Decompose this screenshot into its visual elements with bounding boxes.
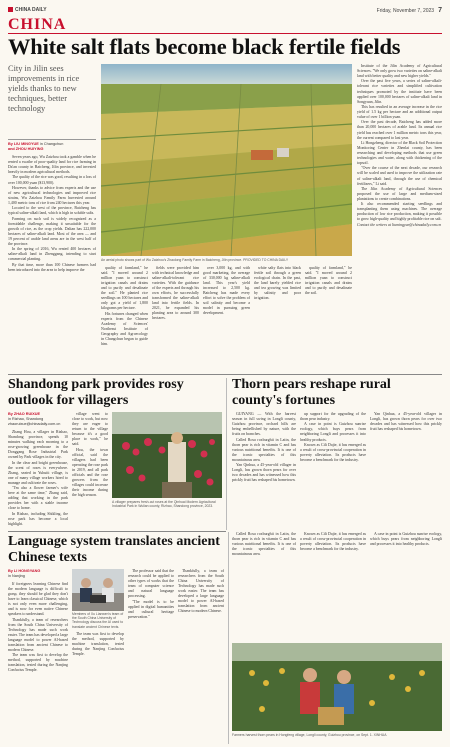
- story4-photo-caption: Members of Xu Lianwen's team of the South China University of Technology discuss the AI used to translate ancient Chinese texts.: [72, 612, 124, 629]
- paragraph: quality of farmland," he said. "I moved around 2 million yuan to construct irrigation canals and drains and to purify and desalinate the soil.: [305, 266, 352, 296]
- lead-col-6: [305, 266, 352, 370]
- paragraph: Thankfully, a team of researchers from the South China University of Technology has made such work easier. The team has developed a large language model to power AI-based translation from ancient Chinese to modern Chinese.: [8, 617, 68, 652]
- story2-col-2: [72, 412, 108, 528]
- paragraph: The quality of the rice was good, resulting in a loss of over 100,000 yuan ($13,900).: [8, 175, 96, 185]
- masthead: [8, 5, 442, 15]
- lead-photo-caption: An aerial photo shows part of Wu Zaizhou's Zhaolong Family Farm in Baicheng, Jilin province. PROVIDED TO CHINA DAILY: [101, 258, 289, 262]
- research-team-illustration: [72, 569, 124, 611]
- section-bar: [8, 16, 442, 34]
- lead-col-1: [8, 155, 96, 371]
- paragraph: Over the past decade, Baicheng has added more than 20,000 hectares of arable land. Its annual rice yield has reached over 1 million metric tons this year, the current compared to last year.: [357, 120, 442, 140]
- story3-headline: Thorn pears reshape rural county's fortunes: [232, 377, 391, 408]
- paragraph: quality of farmland," he said. "I moved around 2 million yuan to construct irrigation canals and drains and to purify and desalinate the soil." He planted rice seedlings on 100 hectares and only got a yield of 1,800 kilograms per hectare.: [101, 266, 148, 311]
- lead-col-3: [152, 266, 199, 370]
- china-daily-logo-icon: [8, 7, 13, 12]
- paragraph: Thankfully, a team of researchers from the South China University of Technology has made such work easier. The team has developed a large language model to power AI-based translation from ancient Chinese to modern Chinese.: [178, 569, 224, 614]
- paragraph: up support for the upgrading of the thorn pear industry.: [300, 412, 366, 422]
- paragraph: Over the past five years, a series of saline-alkali-tolerant rice varieties and simplified cultivation techniques promoted by the institute have been applied over 100,000 hectares of saline-alkali land in Songyuan, Jilin.: [357, 79, 442, 104]
- paragraph: "I'm also a flower farmer's wife here at the same time," Zhang said, adding that working in the park provides her with a stable income close to home.: [8, 486, 68, 511]
- date-and-page: Friday, November 7, 2023 7: [376, 7, 442, 14]
- lead-headline: White salt flats become black fertile fields: [8, 34, 401, 59]
- story4-photo-team: [72, 569, 124, 611]
- paragraph: By that time, more than 100 Chinese farmers had been introduced into the area to help improve the: [8, 262, 96, 272]
- paragraph: Institute of the Jilin Academy of Agricultural Sciences. "We only grow two varieties on saline-alkali land with better quality and new higher yields.": [357, 64, 442, 79]
- paragraph: GUIYANG — With the harvest season in full swing in Longli county, Guizhou province, orchard hills are being embellished by nature, with the fruits on branches.: [232, 412, 296, 437]
- paragraph: Hou, the town official, said the villagers had been operating the rose park in 2019, and all park officials and the rose growers from the villages could increase their income during the high season.: [72, 447, 108, 498]
- story2-headline: Shandong park provides rosy outlook for villagers: [8, 377, 184, 408]
- lead-col-4: [203, 266, 250, 370]
- paragraph: The professor said that the research could be applied to other types of works that the team of computer science and natural language processing.: [128, 569, 174, 599]
- rose-greenhouse-illustration: [112, 412, 222, 498]
- lead-photo-rice-fields: [101, 64, 352, 256]
- lead-col-2: [101, 266, 148, 370]
- story3-col-6: [370, 532, 442, 640]
- paragraph: Zhang Hou, a villager in Rizhao, Shandong province, spends 10 minutes walking each morning to a rose-growing greenhouse in the Donggang Rose Industrial Park owned by Park villages in the city.: [8, 430, 68, 460]
- paragraph: Called Rosa roxburghii in Latin, the thorn pear is rich in vitamin C and has various nutritional benefits. It is one of the iconic specialties of this mountainous area.: [232, 437, 296, 462]
- paper-name: CHINA DAILY: [8, 7, 47, 13]
- paragraph: Seven years ago, Wu Zaizhou took a gamble when he rented a swathe of poor-quality land for rice farming in Da'an county in Baicheng, Jilin province, and invested heavily in modern agricultural methods.: [8, 155, 96, 175]
- paragraph: In the spring of 2016, Wu rented 400 hectares of saline-alkali land in Zhenggang, intending to start commercial planting.: [8, 247, 96, 262]
- paragraph: Yan Qinhua, a 45-year-old villager in Longli, has grown thorn pears for over two decades and has witnessed how this prickly fruit has reshaped his hometown.: [370, 412, 442, 432]
- story3-col-5: [300, 532, 366, 640]
- story3-col-1: [232, 412, 296, 528]
- story4-col-1: [8, 582, 68, 742]
- section-divider: [8, 531, 226, 532]
- story2-photo-roses: [112, 412, 222, 498]
- story3-col-2: [300, 412, 366, 528]
- story4-headline: Language system translates ancient Chinese texts: [8, 534, 220, 565]
- paragraph: Called Rosa roxburghii in Latin, the thorn pear is rich in vitamin C and has various nutritional benefits. It is one of the iconic specialties of this mountainous area.: [232, 532, 296, 557]
- aerial-farm-illustration: [101, 64, 352, 256]
- contact-line: Contact the writers at liumingyue@chinadaily.com.cn: [357, 222, 442, 227]
- story4-byline: By LI HONGYANG in Nanjing: [8, 569, 41, 578]
- paragraph: Known as Cili Dajie, it has emerged as a result of cross-provincial cooperation in poverty alleviation. Its products have become a benchmark for the industry.: [300, 532, 366, 552]
- paragraph: A case in point is Guizhou sunrise ecology, which buys pears from neighboring Longli and processes it into healthy products.: [300, 422, 366, 442]
- paragraph: In the clear and bright greenhouse, the scent of roses is everywhere. Zhang, seated in Yuhuiti village, is one of many village workers hired to manage and cultivate the roses.: [8, 460, 68, 485]
- story2-photo-caption: A villager prepares fresh-cut roses at the Qinhuai Modern Agricultural Industrial Park in Wulian county, Rizhao, Shandong province, 2023.: [112, 500, 216, 509]
- lead-col-right: [357, 64, 442, 370]
- paragraph: Located to the west of the province, Baicheng has typical saline-alkali land, which is high in soluble salts.: [8, 206, 96, 216]
- paragraph: "Over the course of the next decade, our research will be scaled and used to improve the utilization rate of saline-alkali land, through the use of chemical fertilizers," Li said.: [357, 166, 442, 186]
- lead-col-5: [254, 266, 301, 370]
- paragraph: Farming on such soil is widely recognized as a formidable challenge, making it unsuitable for the growth of rice, as the crop yields. Dalian has 222,000 hectares of saline-alkali land. Most of the area — and 19 percent of arable land areas are in the west half of the province.: [8, 216, 96, 246]
- thorn-pear-harvest-illustration: [232, 643, 442, 731]
- paragraph: Li Hongzheng, director of the Black Soil Protection Monitoring Center in Zhenlai county, has been researching and developing methods that use green technologies and water, along with thickening of the topsoil.: [357, 140, 442, 166]
- lead-deck: City in Jilin sees improvements in rice yields thanks to new techniques, better technology: [8, 64, 80, 113]
- story4-col-3: [178, 569, 224, 742]
- story2-col-1: [8, 430, 68, 528]
- paragraph: However, thanks to advice from experts and the use of new agricultural technologies and improved rice strains, Wu Zaizhou Family Farm harvested around 1,400 metric tons of rice from 240 hectares this year.: [8, 185, 96, 206]
- story2-byline: By ZHAO RUIXUE in Rizhao, Shandong zhaoruixue@chinadaily.com.cn: [8, 412, 61, 426]
- paragraph: A case in point is Guizhou sunrise ecology, which buys pears from neighboring Longli and processes it into healthy products.: [370, 532, 442, 547]
- paragraph: The team was first to develop the method, supported by machine translation, tested during the Nanjing Confucius Temple.: [8, 653, 68, 673]
- page-number: 7: [438, 7, 442, 14]
- column-divider: [228, 532, 229, 744]
- paragraph: white salty flats into black fertile soil through a green ecological chain. In the past, the land barely yielded rice and tea growing was limited by salinity and poor irrigation.: [254, 266, 301, 301]
- story4-col-4: [72, 632, 124, 742]
- paragraph: over 3,000 kg, and with good marketing, the average of 330,000 kg saline-alkali land. This year's yield increased to 2,500 kg. Baicheng has made every effort to solve the problem of soil salinity and become a model in pursuing green development.: [203, 266, 250, 316]
- paragraph: Known as Cili Dajie, it has emerged as a result of cross-provincial cooperation in poverty alleviation. Its products have become a benchmark for the industry.: [300, 442, 366, 463]
- paragraph: "The model is to be applied in digital humanities and cultural heritage preservation.": [128, 599, 174, 619]
- section-divider: [8, 374, 442, 375]
- lead-byline: By LIU MINGYUE in Changchun and ZHOU HUIYING: [8, 142, 64, 151]
- story3-photo-caption: Farmers harvest thorn pears in Hongfeng village, Longli county, Guizhou province, on Sept. 1. XINHUA: [232, 733, 387, 737]
- paragraph: The Jilin Academy of Agricultural Sciences proposed the use of large and medium-sized plantations to create combinations.: [357, 186, 442, 201]
- story3-col-3: [370, 412, 442, 528]
- divider: [8, 139, 96, 140]
- paragraph: This has resulted in an average increase in the rice yield of 1.5 kg per hectare and an additional output value of over 1 billion yuan.: [357, 104, 442, 120]
- story3-col-4: [232, 532, 296, 640]
- paragraph: In Rizhao, including Shikling, the rose park has become a local highlight.: [8, 511, 68, 526]
- paragraph: The team was first to develop the method, supported by machine translation, tested during the Nanjing Confucius Temple.: [72, 632, 124, 657]
- paragraph: His fortunes changed when experts from the Chinese Academy of Sciences' Northeast Institute of Geography and Agroecology in Changchun began to guide him.: [101, 311, 148, 346]
- section-name: CHINA: [8, 16, 67, 33]
- paragraph: fields were provided him with technical knowledge and saline-alkali-tolerant rice varieties. With the guidance of the experts and through his own efforts, he successfully transformed the saline-alkali land into fertile fields. In 2021, he expanded his planting area to around 300 hectares.: [152, 266, 199, 321]
- story3-photo-thorn-pears: [232, 643, 442, 731]
- paragraph: If foreigners learning Chinese find the modern language is difficult to grasp, they should be glad they don't have to learn classical Chinese, which is not only even more challenging, and is now for even native Chinese speakers to understand.: [8, 582, 68, 617]
- paragraph: It also recommended starting seedlings and transplanting them using machines. The average production of low rice production, making it possible to grow high-quality and highly profitable rice on salt.: [357, 202, 442, 222]
- paragraph: Yan Qinhua, a 45-year-old villager in Longli, has grown thorn pears for over two decades and has witnessed how this prickly fruit has reshaped his hometown.: [232, 463, 296, 483]
- story4-col-2: [128, 569, 174, 742]
- paragraph: village went to close to work, but now they are eager to return to the village because it's a good place to work," he said.: [72, 412, 108, 447]
- column-divider: [226, 378, 227, 530]
